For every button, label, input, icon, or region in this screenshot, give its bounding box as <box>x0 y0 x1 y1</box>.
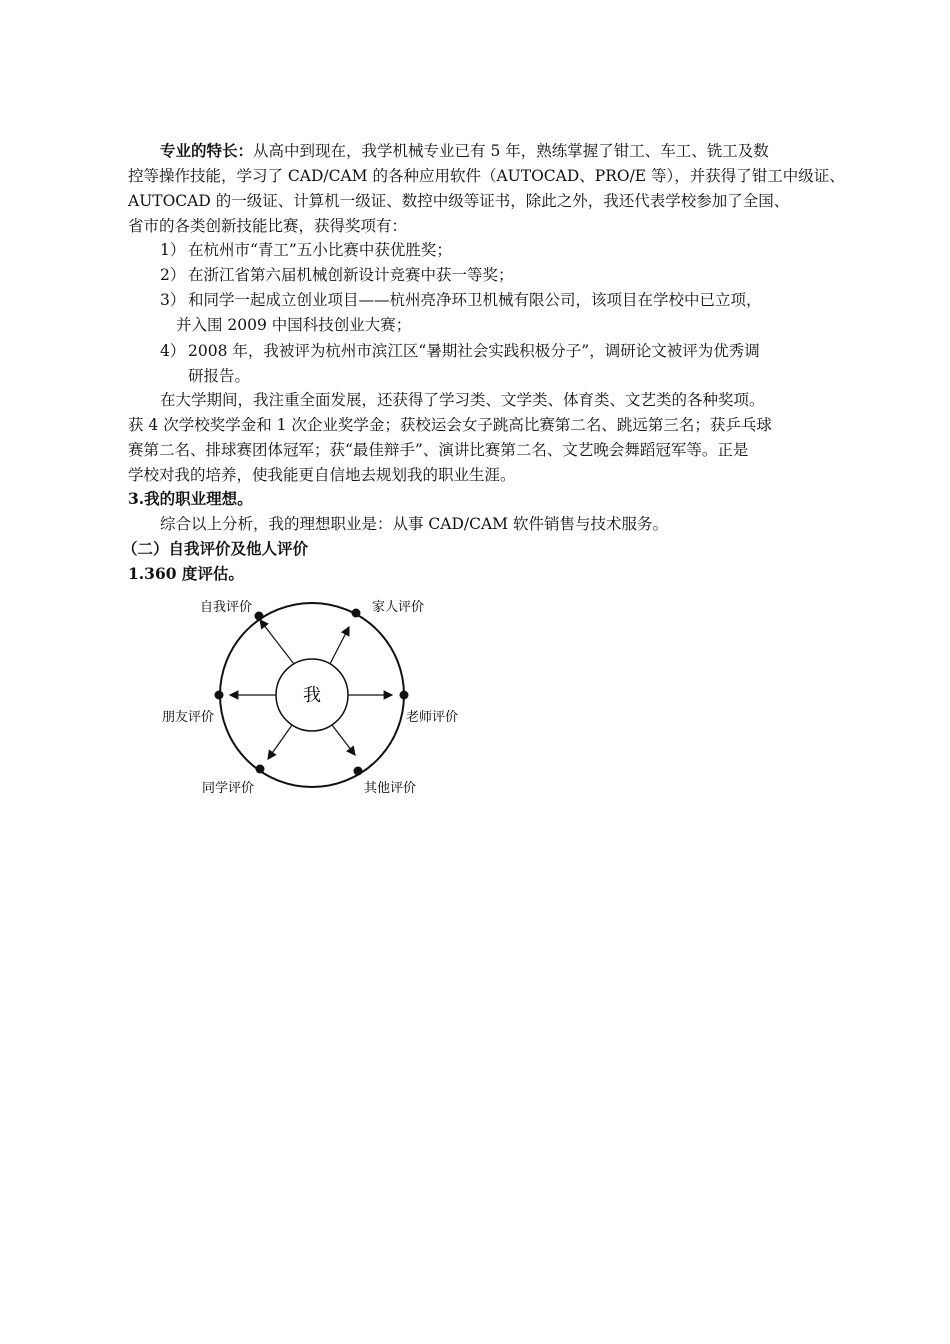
award-text: 在杭州市“青工”五小比赛中获优胜奖； <box>188 241 452 259</box>
specialty-paragraph-line-1 <box>160 140 860 162</box>
award-item-2 <box>160 264 860 286</box>
career-ideal-heading: 3.我的职业理想。 <box>128 489 253 508</box>
node-friend <box>215 691 224 700</box>
award-number: 4） <box>160 342 186 360</box>
career-ideal-text: 综合以上分析，我的理想职业是：从事 CAD/CAM 软件销售与技术服务。 <box>160 515 668 533</box>
award-item-3-continued: 并入围 2009 中国科技创业大赛； <box>176 316 412 334</box>
specialty-heading: 专业的特长： <box>160 141 254 160</box>
node-classmate <box>256 765 265 774</box>
label-classmate: 同学评价 <box>202 781 255 796</box>
label-self: 自我评价 <box>200 600 253 615</box>
award-number: 3） <box>160 291 186 309</box>
section-two-heading: （二）自我评价及他人评价 <box>122 539 309 558</box>
specialty-text-1: 从高中到现在，我学机械专业已有 5 年，熟练掌握了钳工、车工、铣工及数 <box>253 142 769 160</box>
evaluation-360-svg <box>150 590 470 805</box>
award-text: 在浙江省第六届机械创新设计竞赛中获一等奖； <box>188 266 514 284</box>
award-text: 2008 年，我被评为杭州市滨江区“暑期社会实践积极分子”，调研论文被评为优秀调 <box>188 342 760 360</box>
award-number: 1） <box>160 241 186 259</box>
specialty-paragraph-line-4: 省市的各类创新技能比赛，获得奖项有： <box>128 217 408 235</box>
college-paragraph-line-4: 学校对我的培养，使我能更自信地去规划我的职业生涯。 <box>128 466 516 484</box>
label-friend: 朋友评价 <box>162 710 215 725</box>
college-paragraph-line-1: 在大学期间，我注重全面发展，还获得了学习类、文学类、体育类、文艺类的各种奖项。 <box>160 391 765 409</box>
award-item-4 <box>160 340 860 362</box>
award-number: 2） <box>160 266 186 284</box>
node-other <box>354 767 363 776</box>
specialty-paragraph-line-2: 控等操作技能，学习了 CAD/CAM 的各种应用软件（AUTOCAD、PRO/E 等），并获得了钳工中级证、 <box>128 167 845 185</box>
award-text: 和同学一起成立创业项目——杭州亮净环卫机械有限公司，该项目在学校中已立项， <box>188 291 762 309</box>
award-item-1 <box>160 239 860 261</box>
arrow-classmate <box>268 725 292 759</box>
node-family <box>352 609 361 618</box>
arrow-family <box>330 627 349 664</box>
center-label: 我 <box>303 685 321 706</box>
award-item-3 <box>160 289 860 311</box>
award-item-4-continued: 研报告。 <box>188 367 251 385</box>
node-teacher <box>400 691 409 700</box>
evaluation-360-diagram <box>150 590 470 805</box>
node-self <box>255 612 264 621</box>
college-paragraph-line-3: 赛第二名、排球赛团体冠军；获“最佳辩手”、演讲比赛第二名、文艺晚会舞蹈冠军等。正是 <box>128 441 749 459</box>
label-other: 其他评价 <box>364 781 417 796</box>
arrow-other <box>332 725 355 755</box>
label-family: 家人评价 <box>372 600 425 615</box>
evaluation-heading: 1.360 度评估。 <box>128 564 244 583</box>
label-teacher: 老师评价 <box>406 710 459 725</box>
arrow-self <box>260 620 294 664</box>
specialty-paragraph-line-3: AUTOCAD 的一级证、计算机一级证、数控中级等证书，除此之外，我还代表学校参加了全国、 <box>128 192 790 210</box>
college-paragraph-line-2: 获 4 次学校奖学金和 1 次企业奖学金；获校运会女子跳高比赛第二名、跳远第三名；获乒乓球 <box>128 416 772 434</box>
